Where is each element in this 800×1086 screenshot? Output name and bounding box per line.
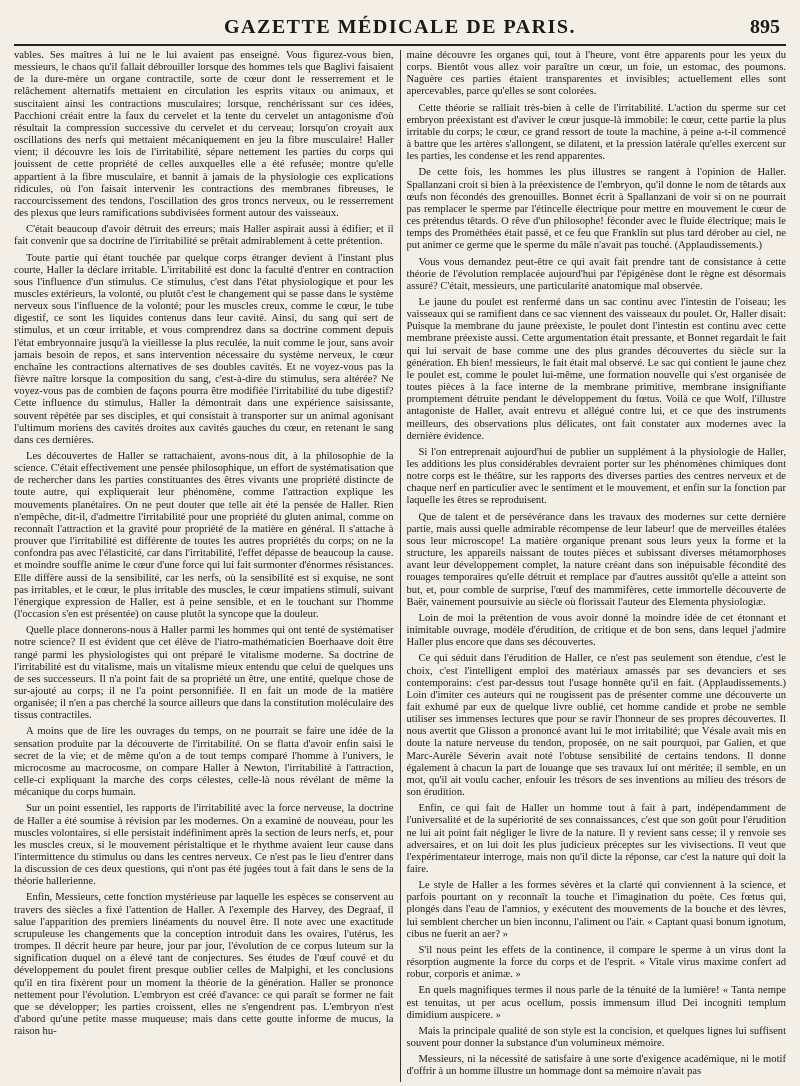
paragraph: vables. Ses maîtres à lui ne le lui avaient pas enseigné. Vous figurez-vous bien, messieurs, le chaos qu'il fallait débrouiller lorsque des hommes tels que Baglivi faisaient de la dure-mère un organe contractile, sorte de cœur dont le resserrement et le relâchement alternatifs mettaient en circulation les esprits vitaux ou animaux, et suscitaient ainsi les contractions musculaires; lorsque, renchérissant sur ces idées, Pacchioni créait entre la faux du cervelet et la tente du cervelet un antagonisme d'où résultait la compression successive du cervelet et du cerveau; lorsqu'on croyait aux oscillations des nerfs qui mettaient mécaniquement en jeu la fibre musculaire! Haller vient; il découvre les lois de l'irritabilité, sépare nettement les parties du corps qui jouissent de cette propriété de celles auxquelles elle a été refusée; montre qu'elle appartient à la fibre musculaire, et bannit à jamais de la physiologie ces explications ridicules, où l'on faisait intervenir les contractions des membranes fibreuses, le raccourcissement des tendons, l'oscillation des gros troncs nerveux, ou le resserrement des plexus que leurs ramifications subdivisées forment autour des vaisseaux. <box>14 50 394 220</box>
paragraph: Cette théorie se ralliait très-bien à celle de l'irritabilité. L'action du sperme sur cet embryon préexistant est d'aviver le cœur jusque-là immobile: le cœur, cette partie la plus irritable du corps; le cœur, ce grand ressort de toute la machine, à peine a-t-il commencé à battre que les artères s'allongent, se dilatent, et la pression latérale qu'elles exercent sur les parties, les condense et les rend apparentes. <box>406 102 787 163</box>
paragraph: C'était beaucoup d'avoir détruit des erreurs; mais Haller aspirait aussi à édifier; et il fait convenir que sa doctrine de l'irritabilité se prêtait admirablement à cette prétention. <box>14 224 394 248</box>
paragraph: Enfin, ce qui fait de Haller un homme tout à fait à part, indépendamment de l'universalité et de la supériorité de ses connaissances, c'est que son goût pour l'érudition ne lui ait point fait négliger le livre de la nature. Il y revient sans cesse; il y renvoie ses adversaires, et on lui doit les plus judicieux préceptes sur les vivisections. Il veut que l'expérimentateur interroge, mais non qu'il dicte la réponse, car c'est la nature qui doit la faire. <box>406 803 787 875</box>
paragraph: Ce qui séduit dans l'érudition de Haller, ce n'est pas seulement son étendue, c'est le choix, c'est l'intelligent emploi des matériaux amassés par ses devanciers et ses contemporains: c'est par-dessus tout l'usage honnête qu'il en fait. (Applaudissements.) Loin d'imiter ces auteurs qui ne rougissent pas de présenter comme une découverte un fait exhumé par eux de quelque livre oublié, cet homme candide et probe ne semble utiliser ses immenses lectures que pour se ravir l'honneur de ses propres découvertes. Il nous avertit que Glisson a prononcé avant lui le mot irritabilité; que Vésale avait mis en doute la nature nerveuse du tendon, proposée, on ne sait pourquoi, par Galien, et que Marc-Aurèle Séverin avait noté l'obtuse sensibilité de certains tendons. Il donne également à chacun la part de louange que ses travaux lui ont méritée; il semble, en un mot, qu'il ait voulu cacher, enfouir les trésors de ses inventions au milieu des trésors de son érudition. <box>406 653 787 799</box>
journal-title: GAZETTE MÉDICALE DE PARIS. <box>223 16 577 38</box>
paragraph: En quels magnifiques termes il nous parle de la ténuité de la lumière! « Tanta nempe est tenuitas, ut per acus ocellum, possis immensum illud Dei incogniti templum dimidium auspicere. » <box>406 985 787 1021</box>
paragraph: Toute partie qui étant touchée par quelque corps étranger devient à l'instant plus courte, Haller la déclare irritable. L'irritabilité est donc la faculté d'entrer en contraction sous l'influence d'un stimulus. Ce stimulus, c'est dans l'état physiologique et pour les muscles extérieurs, la volonté, ou plutôt c'est le changement qui se passe dans le système nerveux sous l'influence de la volonté; pour les muscles creux, comme le cœur, le tube digestif, ce sont les liquides contenus dans leur cavité. Ainsi, du sang qui sert de stimulus, et un cœur irritable, et vous comprendrez dans sa doctrine comment depuis l'état embryonnaire jusqu'à la vieillesse la plus reculée, la nuit comme le jour, sans avoir jamais besoin de repos, et sans intervention nécessaire du système nerveux, le cœur enchaîne les contractions alternatives de ses doubles cavités. Et ne voyez-vous pas la fièvre naître lorsque la composition du sang, c'est-à-dire du stimulus, sera altérée? Ne voyez-vous pas de combien de façons pourra être modifiée l'irritabilité du tube digestif? Cette influence du stimulus, Haller la démontrait dans une expérience saisissante, souvent répétée par ses disciples, et qui consistait à transporter sur un animal agonisant l'ultimum moriens des cavités droites aux cavités gauches du cœur, en retenant le sang dans ces dernières. <box>14 252 394 446</box>
paragraph: Loin de moi la prétention de vous avoir donné la moindre idée de cet étonnant et inimitable ouvrage, modèle d'érudition, de critique et de bon sens, dans lequel j'admire Haller plus encore que dans ses découvertes. <box>406 612 787 649</box>
paragraph: A moins que de lire les ouvrages du temps, on ne pourrait se faire une idée de la sensation produite par la découverte de l'irritabilité. On se flatta d'avoir enfin saisi le secret de la vie; et de même qu'on a de tout temps comparé l'homme à l'univers, le microcosme au macrocosme, on compare Haller à Newton, l'irritabilité à l'attraction, celle-ci expliquant la marche des corps célestes, celle-là nous révélant de même la mécanique du corps humain. <box>14 726 394 799</box>
paragraph: Le jaune du poulet est renfermé dans un sac continu avec l'intestin de l'oiseau; les vaisseaux qui se ramifient dans ce sac viennent des vaisseaux du poulet. Or, Haller disait: Puisque la membrane du jaune préexiste, le poulet dont l'intestin est continu avec cette membrane préexiste aussi. Cette argumentation était pressante, et Bonnet regardait le fait qui lui servait de base comme une des plus grandes découvertes du siècle sur la génération. Eh bien! messieurs, le fait était mal observé. Le sac qui contient le jaune chez le poulet est, comme le poulet lui-même, une formation nouvelle qui s'est organisée de toutes pièces à la face interne de la membrane primitive, membrane insignifiante promptement détruite pendant le développement du fœtus. Voilà ce que Wolf, l'illustre antagoniste de Haller, avait entrevu et allégué contre lui, et ce que des instruments meilleurs, des observations plus délicates, ont fait constater aux modernes avec la dernière évidence. <box>406 296 787 442</box>
paragraph: maine découvre les organes qui, tout à l'heure, vont être apparents pour les yeux du corps. Bientôt vous allez voir paraître un cœur, un foie, un estomac, des poumons. Naguère ces parties étaient transparentes et invisibles; actuellement elles sont apercevables, parce qu'elles se sont colorées. <box>406 50 787 98</box>
header-rule <box>14 44 786 46</box>
page-header <box>14 10 786 44</box>
column-divider <box>400 50 401 1082</box>
paragraph: De cette fois, les hommes les plus illustres se rangent à l'opinion de Haller. Spallanzani croit si bien à la préexistence de l'embryon, qu'il donne le nom de têtards aux œufs non fécondés des grenouilles. Bonnet écrit à Spallanzani de voir si on ne pourrait pas remplacer le sperme par l'étincelle électrique pour mettre en mouvement le cœur de ces prétendus têtards. O rêve d'un philosophe! féconder avec le fluide électrique; mais le temps des Prométhées était passé, et ce feu que Franklin sut plus tard dérober au ciel, ne put animer ce germe que le sperme du mâle n'avait pas touché. (Applaudissements.) <box>406 167 787 252</box>
paragraph: Si l'on entreprenait aujourd'hui de publier un supplément à la physiologie de Haller, les additions les plus considérables devraient porter sur les phénomènes chimiques dont notre corps est le théâtre, sur les rapports des diverses parties des centres nerveux et de chaque nerf en particulier avec le sentiment et le mouvement, et enfin sur la fonction par laquelle les êtres se reproduisent. <box>406 446 787 507</box>
paragraph: Enfin, Messieurs, cette fonction mystérieuse par laquelle les espèces se conservent au travers des siècles a fixé l'attention de Haller. A l'exemple des Harvey, des Degraaf, il salue l'apparition des premiers linéaments du nouvel être. Il note avec une exactitude scrupuleuse les changements que la conception introduit dans les ovaires, l'utérus, les trompes. Il décrit heure par heure, jour par jour, l'évolution de ce corpus luteum sur la signification duquel on a élevé tant de conjectures. Ses études de l'œuf couvé et du développement du poulet firent presque oublier celles de Malpighi, et les conclusions qu'il en tira fixèrent pour un moment la théorie de la génération. Haller se prononce nettement pour l'évolution. L'embryon est créé d'avance: ce qui paraît se former ne fait que se développer; les parties croissent, elles ne s'engendrent pas. L'embryon n'est d'abord qu'une petite masse muqueuse; mais dans cette goutte informe de mucus, la raison hu- <box>14 892 394 1038</box>
page-number: 895 <box>750 16 780 38</box>
article-body <box>14 50 786 1082</box>
left-column <box>14 50 394 1082</box>
paragraph: Messieurs, ni la nécessité de satisfaire à une sorte d'exigence académique, ni le motif d'offrir à un homme illustre un hommage dont sa mémoire n'avait pas <box>406 1054 787 1078</box>
paragraph: Le style de Haller a les formes sévères et la clarté qui conviennent à la science, et parfois pourtant on y reconnaît la touche et l'imagination du poète. Ces fœtus qui, plongés dans l'eau de l'amnios, y exécutent des mouvements de la bouche et des lèvres, lui semblent chercher un bien inconnu, l'aliment ou l'air. « Captant quasi bonum ignotum, cibus ne fuerit an aer? » <box>406 880 787 940</box>
paragraph: Sur un point essentiel, les rapports de l'irritabilité avec la force nerveuse, la doctrine de Haller a été soumise à révision par les modernes. On a examiné de nouveau, pour les muscles volontaires, si elle persistait indéfiniment après la section de leurs nerfs, et, pour les muscles creux, si le mouvement péristaltique et le rhythme avaient leur cause dans l'intermittence du stimulus ou dans les centres nerveux. Ce n'est pas le lieu d'entrer dans la discussion de ces deux questions, qui n'ont pas été jugées tout à fait dans le sens de la théorie hallerienne. <box>14 803 394 888</box>
paragraph: Vous vous demandez peut-être ce qui avait fait prendre tant de consistance à cette théorie de l'évolution remplacée aujourd'hui par l'épigénèse dont le règne est désormais assuré? C'était, messieurs, une particularité anatomique mal observée. <box>406 256 787 292</box>
paragraph: S'il nous peint les effets de la continence, il compare le sperme à un virus dont la résorption augmente la force du corps et de l'esprit. « Vitale virus maxime confert ad robur, corporis et animæ. » <box>406 944 787 981</box>
paragraph: Mais la principale qualité de son style est la concision, et quelques lignes lui suffisent souvent pour donner la substance d'un volumineux mémoire. <box>406 1025 787 1050</box>
paragraph: Que de talent et de persévérance dans les travaux des modernes sur cette dernière partie, mais aussi quelle admirable récompense de leur labeur! que de merveilles étalées sous leur microscope! La matière organique prenant sous leurs yeux la forme et la structure, les appareils naissant de toutes pièces et subissant diverses métamorphoses avant leur développement complet, la nature créant dans son inépuisable fécondité des rouages temporaires qu'elle détruit et remplace par d'autres aussitôt qu'elle a atteint son but, et, pour comble de surprise, l'œuf des mammifères, cette immortelle découverte de Baër, vainement poursuivie au siècle où florissait l'auteur des Elementa physiologiæ. <box>406 511 787 608</box>
paragraph: Quelle place donnerons-nous à Haller parmi les hommes qui ont tenté de systématiser notre science? Il est évident que cet élève de l'iatro-mathématicien Boerhaave doit être rangé parmi les physiologistes qui ont préparé le vitalisme moderne. Sa doctrine de l'irritabilité est du vitalisme, mais un vitalisme mieux entendu que celui de quelques uns de ses successeurs. Il n'a point fait de sa propriété un être, une entité, quelque chose de sur-ajouté au corps; il ne l'a point personnifiée. Il en fait un mode de la matière organisée; il n'en a pas cherché la source ailleurs que dans la constitution moléculaire des tissus contractiles. <box>14 625 394 722</box>
paragraph: Les découvertes de Haller se rattachaient, avons-nous dit, à la philosophie de la science. C'était effectivement une pensée philosophique, un effort de systématisation que de rechercher dans les parties constituantes des êtres vivants une propriété distincte de toute autre, qui expliquerait leur phénomène, comme l'attraction explique les mouvements planétaires. On ne peut douter que telle ait été la pensée de Haller. Rien n'empêche, dit-il, d'admettre l'irritabilité pour une propriété du gluten animal, comme on reconnaît l'attraction et la gravité pour propriété de la matière en général. Il s'attache à prouver que l'irritabilité est différente de toutes les autres propriétés du corps; on ne la confondra pas avec l'élasticité, car dans l'irritabilité, l'effet dépasse de beaucoup la cause. et moindre souffle anime le cœur d'une force qui lui fait surmonter d'énormes résistances. Elle diffère aussi de la sensibilité, car les nerfs, où la sensibilité est si exquise, ne sont pas irritables, et le cœur, le plus irritable des muscles, le cœur impatiens stimuli, suivant l'énergique expression de Haller, est à peine sensible, et en le touchant sur l'homme (l'occasion s'en est présentée) on cause plutôt la syncope que la douleur. <box>14 451 394 621</box>
right-column <box>407 50 787 1082</box>
